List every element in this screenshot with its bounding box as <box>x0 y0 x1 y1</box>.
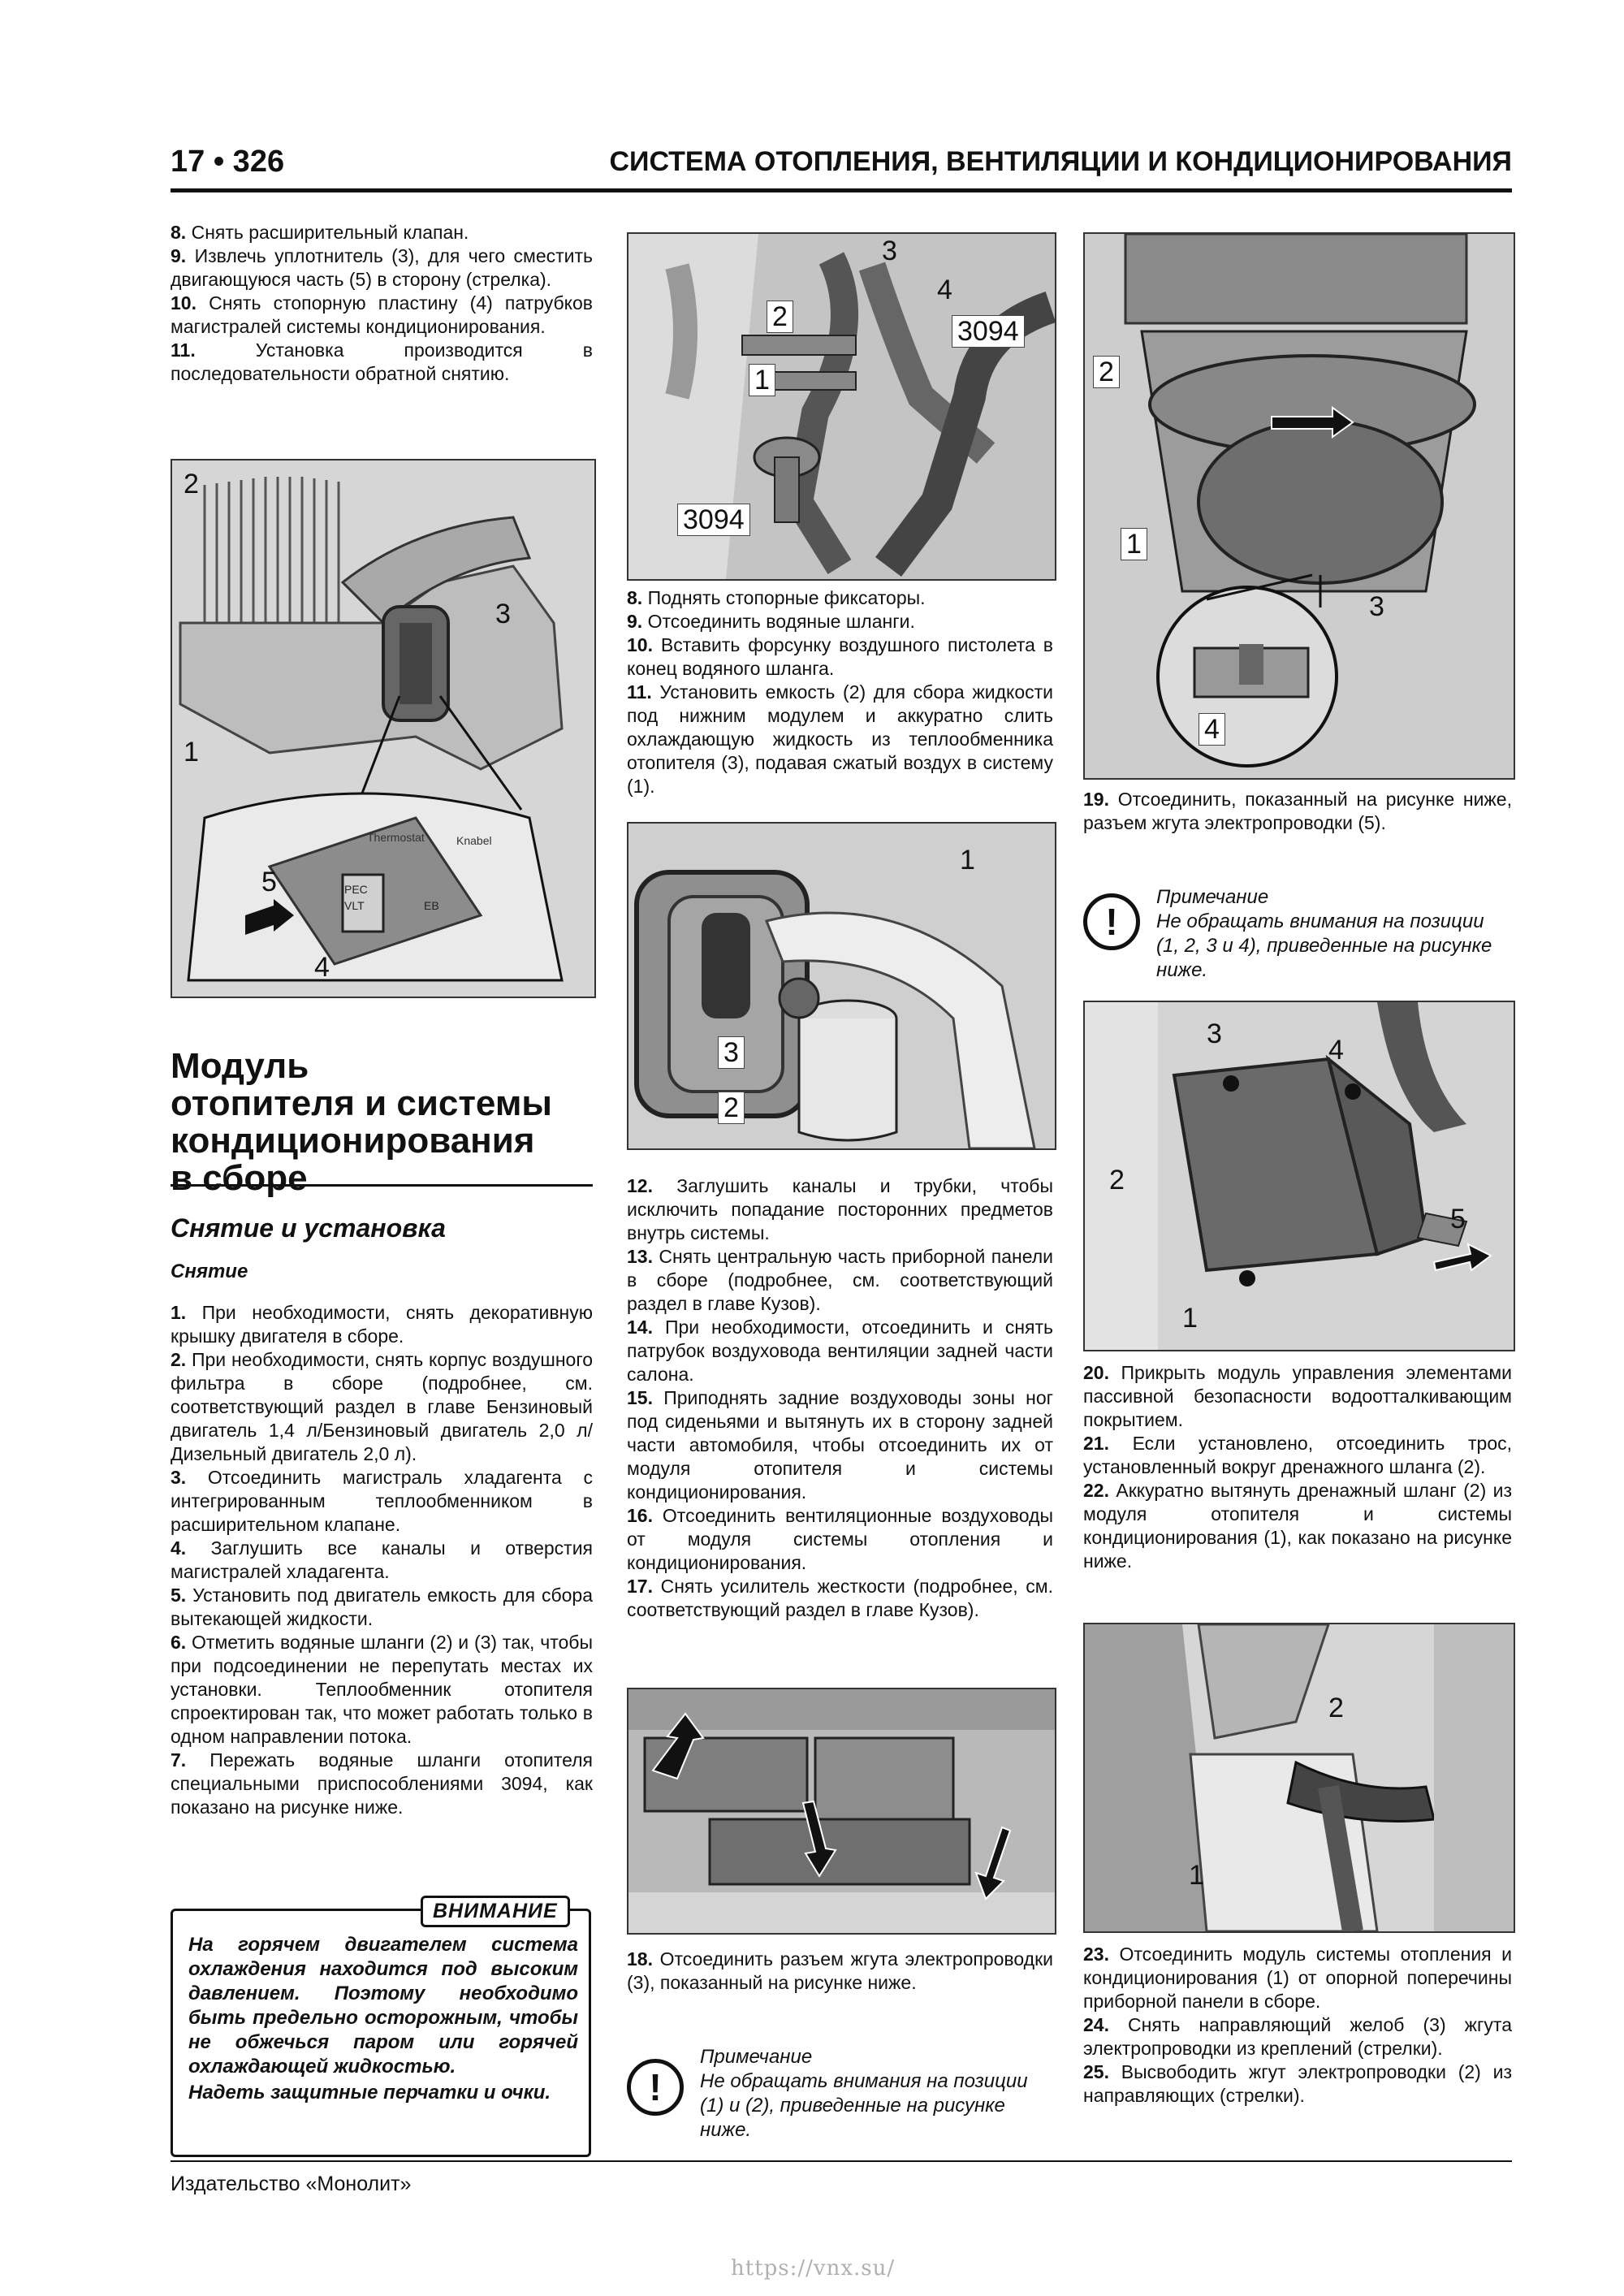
inset-text: PEC <box>344 883 368 896</box>
inset-text: EB <box>424 899 439 912</box>
col3-steps-c <box>1083 1943 1512 2108</box>
col1-removal-steps <box>171 1301 593 1819</box>
col2-steps-b <box>627 1174 1053 1622</box>
callout-5: 5 <box>261 867 277 897</box>
step-item: 12. Заглушить каналы и трубки, чтобы исключить попадание посторонних предметов внутрь системы. <box>627 1175 1053 1243</box>
figure-dashboard-module <box>627 1688 1056 1935</box>
callout-2: 2 <box>1328 1693 1344 1723</box>
col2-steps-a <box>627 586 1053 798</box>
inset-text: Knabel <box>456 834 492 847</box>
callout-1: 1 <box>1189 1860 1204 1891</box>
callout-2: 2 <box>767 301 793 333</box>
note-box: Примечание Не обращать внимания на позиции (1) и (2), приведенные на рисунке ниже. <box>700 2046 1028 2141</box>
col1-top-steps <box>171 221 593 386</box>
callout-3094: 3094 <box>952 315 1025 348</box>
section-divider <box>171 1184 593 1187</box>
callout-5: 5 <box>1450 1204 1466 1234</box>
exclamation-icon: ! <box>627 2059 684 2116</box>
callout-3: 3 <box>1369 591 1384 622</box>
callout-1: 1 <box>1182 1303 1198 1334</box>
callout-1: 1 <box>960 845 975 876</box>
publisher-name: Издательство «Монолит» <box>171 2173 412 2195</box>
step-item: 10. Снять стопорную пластину (4) патрубков магистралей системы кондиционирования. <box>171 292 593 337</box>
callout-2: 2 <box>718 1092 745 1124</box>
step-item: 8. Снять расширительный клапан. <box>171 222 469 243</box>
step-item: 10. Вставить форсунку воздушного пистолета в конец водяного шланга. <box>627 634 1054 679</box>
callout-1: 1 <box>184 737 199 767</box>
step-item: 9. Отсоединить водяные шланги. <box>627 611 915 632</box>
callout-4: 4 <box>937 275 952 305</box>
section-title: Модуль отопителя и системы кондиционирования в сборе <box>171 1046 552 1198</box>
exclamation-icon: ! <box>1083 893 1140 950</box>
figure-control-module <box>1083 1001 1515 1351</box>
step-item: 11. Установить емкость (2) для сбора жидкости под нижним модулем и аккуратно слить охлаждающую жидкость из теплообменника отопителя (3), подавая сжатый воздух в систему (1). <box>627 681 1053 797</box>
callout-3: 3 <box>1207 1018 1222 1049</box>
footer-divider <box>171 2160 1512 2162</box>
step-item: 11. Установка производится в последовательности обратной снятию. <box>171 339 594 384</box>
callout-4: 4 <box>314 952 330 983</box>
subsubsection-title: Снятие <box>171 1260 248 1282</box>
callout-4: 4 <box>1199 713 1225 746</box>
callout-3: 3 <box>718 1036 745 1069</box>
warning-text: На горячем двигателем система охлаждения находится под высоким давлением. Поэтому необходимо быть предельно осторожным, чтобы не обжечься паром или горячей охлаждающей жидкостью. Надеть защитные перчатки и очки. <box>188 1934 578 2104</box>
step-item: 22. Аккуратно вытянуть дренажный шланг (2) из модуля отопителя и системы кондиционирования (1), как показано на рисунке ниже. <box>1083 1480 1513 1572</box>
callout-3: 3 <box>882 236 897 266</box>
watermark-url[interactable]: https://vnx.su/ <box>731 2256 896 2281</box>
step-item: 4. Заглушить все каналы и отверстия магистралей хладагента. <box>171 1537 594 1582</box>
step-item: 15. Приподнять задние воздуховоды зоны ног под сиденьями и вытянуть их в сторону задней части автомобиля, чтобы отсоединить их от модуля отопителя и системы кондиционирования. <box>627 1387 1054 1503</box>
step-item: 20. Прикрыть модуль управления элементами пассивной безопасности водоотталкивающим покрытием. <box>1083 1362 1512 1430</box>
chapter-title: СИСТЕМА ОТОПЛЕНИЯ, ВЕНТИЛЯЦИИ И КОНДИЦИОНИРОВАНИЯ <box>609 146 1512 177</box>
step-item: 25. Высвободить жгут электропроводки (2) из направляющих (стрелки). <box>1083 2061 1512 2106</box>
callout-1: 1 <box>749 364 775 396</box>
note-box: Примечание Не обращать внимания на позиции (1, 2, 3 и 4), приведенные на рисунке ниже. <box>1156 886 1492 981</box>
figure-drain-hose <box>1083 1623 1515 1933</box>
figure-coolant-drain <box>627 822 1056 1150</box>
step-item: 18. Отсоединить разъем жгута электропроводки (3), показанный на рисунке ниже. <box>627 1948 1053 1993</box>
step-item: 7. Пережать водяные шланги отопителя специальными приспособлениями 3094, как показано на рисунке ниже. <box>171 1749 594 1818</box>
step-item: 13. Снять центральную часть приборной панели в сборе (подробнее, см. соответствующий раздел в главе Кузов). <box>627 1246 1054 1314</box>
step-item: 3. Отсоединить магистраль хладагента с интегрированным теплообменником в расширительном клапане. <box>171 1467 593 1535</box>
step-item: 19. Отсоединить, показанный на рисунке ниже, разъем жгута электропроводки (5). <box>1083 789 1512 833</box>
subsection-title: Снятие и установка <box>171 1213 446 1243</box>
figure-hose-clamps <box>627 232 1056 581</box>
callout-2: 2 <box>1093 356 1120 388</box>
callout-4: 4 <box>1328 1035 1344 1066</box>
inset-text: VLT <box>344 899 365 912</box>
step-item: 23. Отсоединить модуль системы отопления и кондиционирования (1) от опорной поперечины приборной панели в сборе. <box>1083 1944 1512 2012</box>
step-item: 21. Если установлено, отсоединить трос, установленный вокруг дренажного шланга (2). <box>1083 1433 1513 1477</box>
step-item: 24. Снять направляющий желоб (3) жгута электропроводки из креплений (стрелки). <box>1083 2014 1513 2059</box>
figure-evaporator <box>171 459 596 998</box>
callout-2: 2 <box>184 469 199 499</box>
callout-3094-lower: 3094 <box>677 504 750 536</box>
inset-text: Thermostat <box>367 831 425 844</box>
col3-steps-a <box>1083 788 1512 835</box>
col2-steps-c <box>627 1948 1053 1995</box>
callout-1: 1 <box>1121 528 1147 560</box>
step-item: 16. Отсоединить вентиляционные воздуховоды от модуля системы отопления и кондиционирования. <box>627 1505 1053 1573</box>
step-item: 6. Отметить водяные шланги (2) и (3) так, чтобы при подсоединении не перепутать местах их установки. Теплообменник отопителя спроектирован так, что может работать только в одном направлении потока. <box>171 1632 593 1747</box>
step-item: 1. При необходимости, снять декоративную крышку двигателя в сборе. <box>171 1302 594 1347</box>
step-item: 8. Поднять стопорные фиксаторы. <box>627 587 926 608</box>
step-item: 2. При необходимости, снять корпус воздушного фильтра в сборе (подробнее, см. соответствующий раздел в главе Бензиновый двигатель 1,4 л/Бензиновый двигатель 2,0 л/Дизельный двигатель 2,0 л). <box>171 1349 594 1464</box>
step-item: 14. При необходимости, отсоединить и снять патрубок воздуховода вентиляции задней части салона. <box>627 1317 1054 1385</box>
step-item: 9. Извлечь уплотнитель (3), для чего сместить двигающуюся часть (5) в сторону (стрелка). <box>171 245 594 290</box>
step-item: 17. Снять усилитель жесткости (подробнее, см. соответствующий раздел в главе Кузов). <box>627 1576 1053 1620</box>
callout-3: 3 <box>495 599 511 629</box>
warning-label: ВНИМАНИЕ <box>421 1896 570 1927</box>
figure-blower-housing <box>1083 232 1515 780</box>
page-header <box>171 145 1512 185</box>
col3-steps-b <box>1083 1361 1512 1573</box>
header-divider <box>171 188 1512 192</box>
page-number: 17 • 326 <box>171 145 285 179</box>
step-item: 5. Установить под двигатель емкость для сбора вытекающей жидкости. <box>171 1585 593 1629</box>
callout-2: 2 <box>1109 1165 1125 1196</box>
